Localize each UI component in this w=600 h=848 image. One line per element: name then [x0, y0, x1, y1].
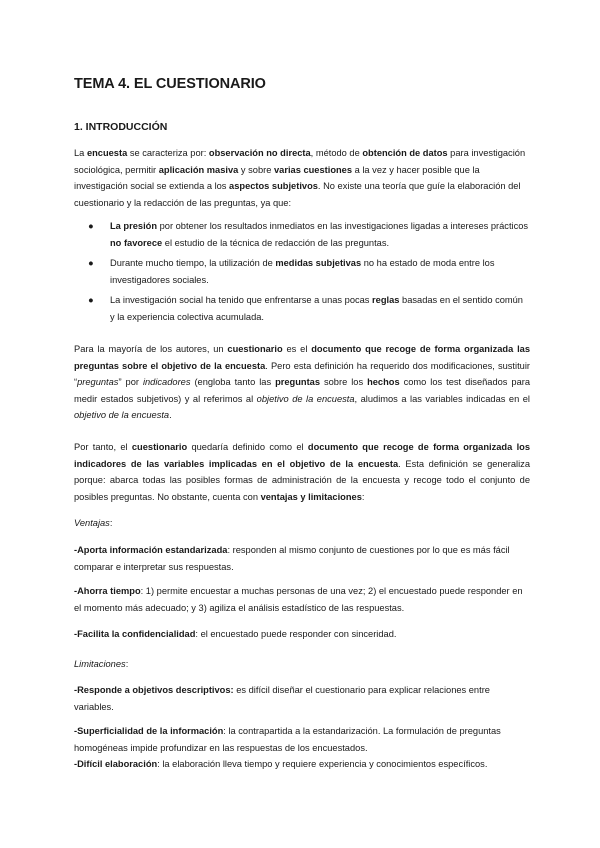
- definition-paragraph: Para la mayoría de los autores, un cuestionario es el documento que recoge de forma organizada las preguntas sobre el objetivo de la encuesta. Pero esta definición ha requerido dos modificaciones, sustituir “preguntas” por indicadores (engloba tanto las preguntas sobre los hechos como los test diseñados para medir estados subjetivos) y al referimos al objetivo de la encuesta, aludimos a las variables indicadas en el objetivo de la encuesta.: [74, 344, 531, 421]
- list-item: ● La investigación social ha tenido que enfrentarse a unas pocas reglas basadas en el sentido común y la experiencia colectiva acumulada.: [74, 292, 530, 325]
- section-heading: 1. INTRODUCCIÓN: [74, 121, 168, 133]
- list-item: ● Durante mucho tiempo, la utilización de medidas subjetivas no ha estado de moda entre los investigadores sociales.: [74, 255, 530, 288]
- limitacion-item: -Difícil elaboración: la elaboración lleva tiempo y requiere experiencia y conocimientos específicos.: [74, 759, 488, 769]
- ventaja-item: -Ahorra tiempo: 1) permite encuestar a muchas personas de una vez; 2) el encuestado puede responder en el momento más adecuado; y 3) agiliza el análisis estadístico de las respuestas.: [74, 586, 523, 613]
- page-title: TEMA 4. EL CUESTIONARIO: [74, 76, 266, 92]
- limitacion-item: -Responde a objetivos descriptivos: es difícil diseñar el cuestionario para explicar relaciones entre variables.: [74, 685, 490, 712]
- ventajas-heading: Ventajas:: [74, 518, 113, 528]
- bullet-icon: ●: [88, 221, 94, 231]
- intro-paragraph: La encuesta se caracteriza por: observación no directa, método de obtención de datos para investigación sociológica, permitir aplicación masiva y sobre varias cuestiones a la vez y hacer posible que la investigación social se extienda a los aspectos subjetivos. No existe una teoría que guíe la elaboración del cuestionario y la redacción de las preguntas, ya que:: [74, 148, 526, 208]
- ventaja-item: -Aporta información estandarizada: responden al mismo conjunto de cuestiones por lo que es más fácil comparar e interpretar sus respuestas.: [74, 545, 510, 572]
- reasons-list: [74, 218, 530, 326]
- bullet-icon: ●: [88, 258, 94, 269]
- bullet-icon: ●: [88, 295, 94, 306]
- ventaja-item: -Facilita la confidencialidad: el encuestado puede responder con sinceridad.: [74, 629, 397, 639]
- limitaciones-heading: Limitaciones:: [74, 659, 129, 669]
- limitacion-item: -Superficialidad de la información: la contrapartida a la estandarización. La formulación de preguntas homogéneas impide profundizar en las respuestas de los encuestados.: [74, 726, 501, 753]
- list-item: ● La presión por obtener los resultados inmediatos en las investigaciones ligadas a intereses prácticos no favorece el estudio de la técnica de redacción de las preguntas.: [74, 218, 530, 251]
- conclusion-paragraph: Por tanto, el cuestionario quedaría definido como el documento que recoge de forma organizada los indicadores de las variables implicadas en el objetivo de la encuesta. Esta definición se generaliza porque: abarca todas las posibles formas de administración de la encuesta y recoge todo el conjunto de posibles preguntas. No obstante, cuenta con ventajas y limitaciones:: [74, 442, 531, 502]
